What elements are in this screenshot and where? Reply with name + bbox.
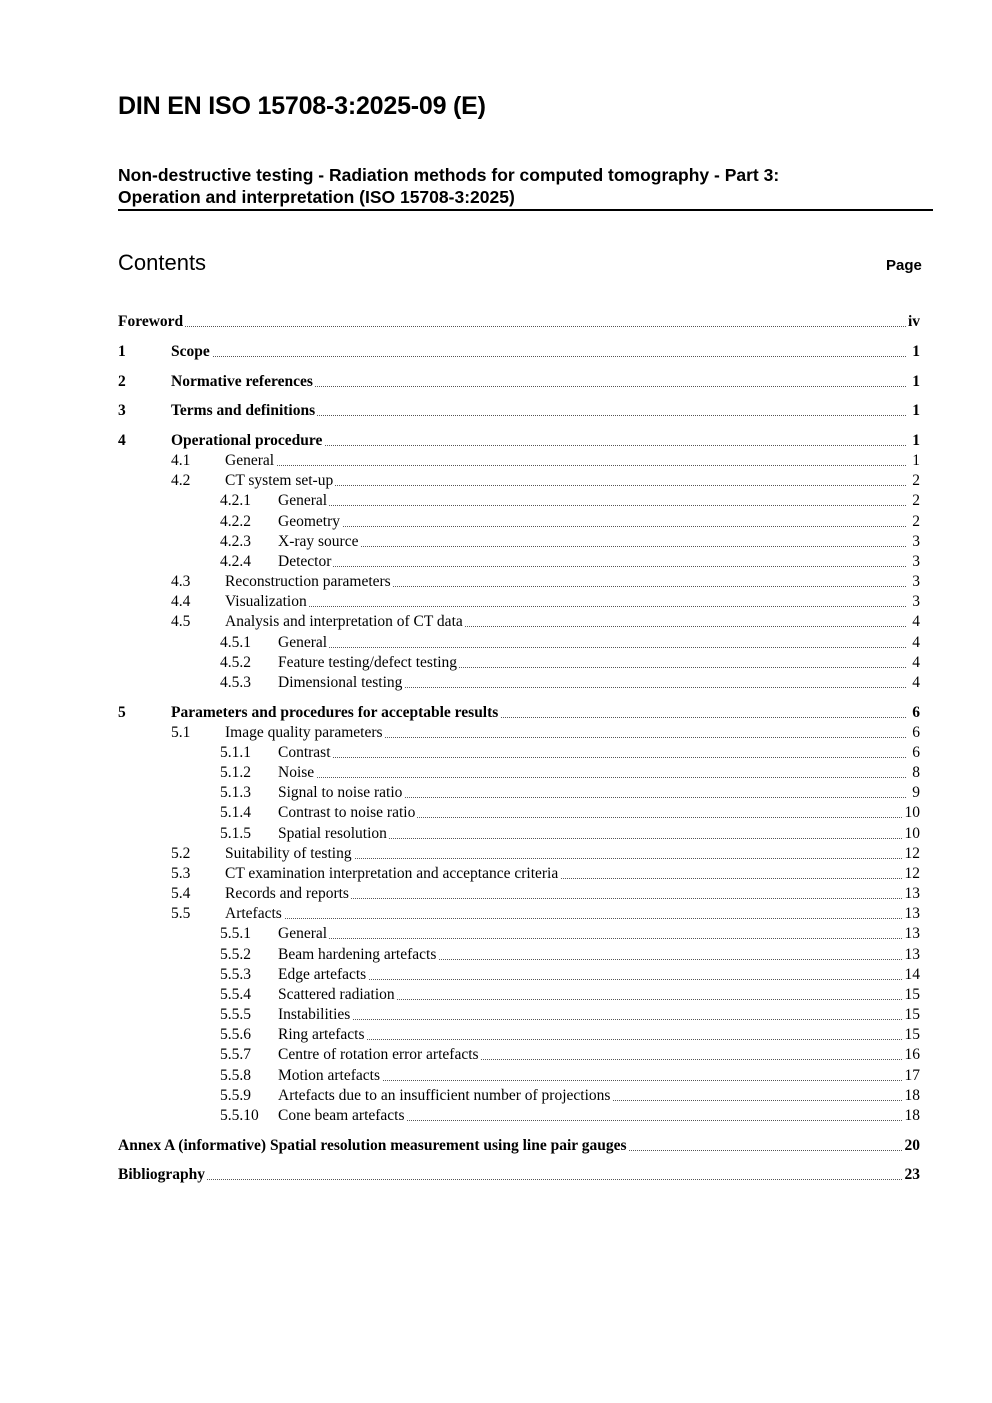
toc-entry-title: Analysis and interpretation of CT data	[225, 613, 463, 630]
toc-entry-title: Records and reports	[225, 885, 349, 902]
toc-entry[interactable]	[0, 313, 920, 333]
toc-entry-number: 4.5	[171, 613, 191, 630]
toc-entry-page: 13	[904, 925, 920, 942]
toc-entry-page: 3	[912, 573, 920, 590]
toc-entry-title: Parameters and procedures for acceptable results	[171, 704, 499, 721]
toc-entry-page: 2	[912, 472, 920, 489]
toc-entry[interactable]	[0, 1026, 920, 1046]
toc-entry-page: 12	[904, 845, 920, 862]
toc-entry[interactable]	[0, 634, 920, 654]
toc-entry[interactable]	[0, 1006, 920, 1026]
toc-entry[interactable]	[0, 905, 920, 925]
toc-entry-number: 4.3	[171, 573, 191, 590]
toc-entry-page: iv	[907, 313, 920, 330]
toc-entry-number: 3	[118, 402, 126, 419]
toc-entry-page: 6	[912, 724, 920, 741]
toc-entry[interactable]	[0, 674, 920, 694]
toc-entry[interactable]	[0, 704, 920, 724]
toc-dot-leader	[278, 1019, 906, 1020]
toc-entry-title: Feature testing/defect testing	[278, 654, 458, 671]
toc-entry-number: 4.5.2	[220, 654, 251, 671]
contents-heading: Contents	[118, 250, 207, 275]
toc-entry-number: 4.4	[171, 593, 191, 610]
toc-entry-page: 14	[904, 966, 920, 983]
toc-entry-page: 23	[904, 1166, 920, 1183]
toc-entry-page: 3	[912, 533, 920, 550]
toc-dot-leader	[278, 757, 906, 758]
toc-entry-number: 5.5.8	[220, 1067, 251, 1084]
toc-entry-title: Artefacts	[225, 905, 282, 922]
toc-entry-title: General	[278, 492, 328, 509]
toc-entry-number: 5.5.3	[220, 966, 251, 983]
toc-entry-number: 4.2.1	[220, 492, 251, 509]
toc-entry-page: 1	[912, 452, 920, 469]
toc-entry-number: 5.5.10	[220, 1107, 259, 1124]
toc-entry-page: 1	[912, 373, 920, 390]
toc-entry-title: Artefacts due to an insufficient number of projections	[278, 1087, 611, 1104]
toc-entry[interactable]	[0, 452, 920, 472]
toc-entry-number: 5.1.5	[220, 825, 251, 842]
toc-entry-title: Scattered radiation	[278, 986, 395, 1003]
toc-entry[interactable]	[0, 724, 920, 744]
toc-entry-number: 4.1	[171, 452, 191, 469]
toc-entry-title: CT examination interpretation and acceptance criteria	[225, 865, 559, 882]
toc-entry-page: 17	[904, 1067, 920, 1084]
toc-dot-leader	[278, 546, 906, 547]
toc-entry-title: Dimensional testing	[278, 674, 403, 691]
toc-entry-title: Edge artefacts	[278, 966, 367, 983]
toc-entry[interactable]	[0, 865, 920, 885]
toc-entry-number: 5.1.2	[220, 764, 251, 781]
toc-dot-leader	[278, 938, 906, 939]
toc-entry[interactable]	[0, 373, 920, 393]
toc-entry-page: 4	[912, 674, 920, 691]
toc-entry[interactable]	[0, 1107, 920, 1127]
toc-entry-page: 16	[904, 1046, 920, 1063]
toc-entry-number: 2	[118, 373, 126, 390]
toc-entry-title: Ring artefacts	[278, 1026, 365, 1043]
toc-dot-leader	[225, 465, 906, 466]
toc-dot-leader	[278, 526, 906, 527]
toc-entry-title: Suitability of testing	[225, 845, 352, 862]
toc-entry-page: 6	[912, 744, 920, 761]
toc-entry[interactable]	[0, 825, 920, 845]
toc-entry-page: 4	[912, 613, 920, 630]
toc-entry-page: 15	[904, 1006, 920, 1023]
toc-entry-page: 3	[912, 593, 920, 610]
toc-entry-title: Beam hardening artefacts	[278, 946, 437, 963]
toc-entry-number: 5.5.6	[220, 1026, 251, 1043]
toc-entry-title: Annex A (informative) Spatial resolution measurement using line pair gauges	[118, 1137, 627, 1154]
toc-entry[interactable]	[0, 1046, 920, 1066]
toc-entry-title: Centre of rotation error artefacts	[278, 1046, 479, 1063]
toc-entry[interactable]	[0, 1166, 920, 1186]
toc-entry-number: 5.4	[171, 885, 191, 902]
toc-entry[interactable]	[0, 472, 920, 492]
toc-entry[interactable]	[0, 432, 920, 452]
toc-entry[interactable]	[0, 925, 920, 945]
toc-entry-title: General	[278, 925, 328, 942]
toc-entry-page: 12	[904, 865, 920, 882]
toc-entry-page: 10	[904, 804, 920, 821]
toc-entry-page: 18	[904, 1087, 920, 1104]
toc-entry-page: 3	[912, 553, 920, 570]
toc-dot-leader	[118, 326, 906, 327]
toc-dot-leader	[278, 777, 906, 778]
toc-entry-number: 4.5.3	[220, 674, 251, 691]
toc-entry-number: 4.2.2	[220, 513, 251, 530]
toc-entry-number: 5.5.9	[220, 1087, 251, 1104]
toc-entry-title: Instabilities	[278, 1006, 351, 1023]
toc-entry-title: Image quality parameters	[225, 724, 383, 741]
toc-entry-title: Geometry	[278, 513, 340, 530]
page-column-heading: Page	[886, 257, 922, 274]
toc-entry-title: CT system set-up	[225, 472, 334, 489]
toc-entry-number: 5.1.1	[220, 744, 251, 761]
toc-entry-title: Reconstruction parameters	[225, 573, 391, 590]
toc-entry[interactable]	[0, 613, 920, 633]
toc-entry-number: 4.2.3	[220, 533, 251, 550]
document-title-line-1: Non-destructive testing - Radiation methods for computed tomography - Part 3:	[118, 165, 780, 185]
toc-entry-page: 20	[904, 1137, 920, 1154]
toc-entry[interactable]	[0, 966, 920, 986]
toc-entry[interactable]	[0, 1067, 920, 1087]
toc-entry[interactable]	[0, 513, 920, 533]
toc-entry-title: Signal to noise ratio	[278, 784, 403, 801]
toc-entry-page: 2	[912, 513, 920, 530]
toc-entry-page: 1	[912, 343, 920, 360]
toc-entry[interactable]	[0, 533, 920, 553]
toc-entry-page: 4	[912, 654, 920, 671]
toc-entry-title: Operational procedure	[171, 432, 323, 449]
toc-entry-number: 5.5.7	[220, 1046, 251, 1063]
toc-dot-leader	[278, 566, 906, 567]
toc-entry[interactable]	[0, 764, 920, 784]
toc-entry[interactable]	[0, 492, 920, 512]
toc-dot-leader	[171, 356, 906, 357]
toc-entry-page: 13	[904, 946, 920, 963]
toc-entry-number: 5.3	[171, 865, 191, 882]
toc-entry[interactable]	[0, 1137, 920, 1157]
toc-entry-title: Scope	[171, 343, 210, 360]
toc-entry-title: General	[225, 452, 275, 469]
toc-entry-number: 5	[118, 704, 126, 721]
toc-entry-page: 13	[904, 885, 920, 902]
toc-entry-page: 2	[912, 492, 920, 509]
toc-entry-title: General	[278, 634, 328, 651]
toc-entry-title: Spatial resolution	[278, 825, 387, 842]
toc-entry-number: 4.2.4	[220, 553, 251, 570]
toc-entry-number: 5.1.3	[220, 784, 251, 801]
toc-entry-title: Noise	[278, 764, 315, 781]
toc-entry-page: 1	[912, 432, 920, 449]
toc-entry-title: Visualization	[225, 593, 307, 610]
toc-entry-number: 5.1	[171, 724, 191, 741]
toc-dot-leader	[225, 918, 906, 919]
toc-dot-leader	[278, 505, 906, 506]
toc-entry-title: Cone beam artefacts	[278, 1107, 405, 1124]
toc-entry[interactable]	[0, 1087, 920, 1107]
toc-entry-number: 1	[118, 343, 126, 360]
toc-entry-number: 5.5.5	[220, 1006, 251, 1023]
toc-entry-page: 9	[912, 784, 920, 801]
toc-entry-page: 18	[904, 1107, 920, 1124]
toc-entry-number: 5.5.4	[220, 986, 251, 1003]
toc-entry[interactable]	[0, 593, 920, 613]
toc-dot-leader	[278, 1039, 906, 1040]
toc-entry-page: 1	[912, 402, 920, 419]
toc-entry-page: 15	[904, 1026, 920, 1043]
toc-dot-leader	[118, 1179, 906, 1180]
toc-entry[interactable]	[0, 986, 920, 1006]
toc-entry-page: 8	[912, 764, 920, 781]
toc-entry[interactable]	[0, 744, 920, 764]
document-title-line-2: Operation and interpretation (ISO 15708-3:2025)	[118, 187, 515, 207]
toc-entry[interactable]	[0, 946, 920, 966]
toc-entry-title: Motion artefacts	[278, 1067, 381, 1084]
toc-dot-leader	[225, 606, 906, 607]
toc-entry-title: Terms and definitions	[171, 402, 316, 419]
toc-entry[interactable]	[0, 553, 920, 573]
toc-dot-leader	[278, 647, 906, 648]
toc-entry-page: 6	[912, 704, 920, 721]
toc-entry-page: 10	[904, 825, 920, 842]
toc-entry-title: Bibliography	[118, 1166, 205, 1183]
toc-entry[interactable]	[0, 784, 920, 804]
toc-entry-title: Detector	[278, 553, 332, 570]
toc-entry[interactable]	[0, 573, 920, 593]
toc-entry-title: Contrast to noise ratio	[278, 804, 416, 821]
toc-entry-number: 4	[118, 432, 126, 449]
toc-entry[interactable]	[0, 343, 920, 363]
toc-entry-number: 4.5.1	[220, 634, 251, 651]
toc-entry[interactable]	[0, 804, 920, 824]
toc-entry-page: 15	[904, 986, 920, 1003]
toc-entry-number: 5.5	[171, 905, 191, 922]
toc-entry-title: Normative references	[171, 373, 313, 390]
toc-entry-number: 5.1.4	[220, 804, 251, 821]
toc-entry-title: Contrast	[278, 744, 331, 761]
toc-entry[interactable]	[0, 885, 920, 905]
toc-entry-title: X-ray source	[278, 533, 359, 550]
toc-entry-number: 5.5.2	[220, 946, 251, 963]
toc-entry[interactable]	[0, 845, 920, 865]
document-id: DIN EN ISO 15708-3:2025-09 (E)	[118, 92, 486, 120]
toc-entry-page: 4	[912, 634, 920, 651]
toc-entry-title: Foreword	[118, 313, 184, 330]
toc-entry-number: 4.2	[171, 472, 191, 489]
toc-entry-number: 5.2	[171, 845, 191, 862]
toc-entry[interactable]	[0, 402, 920, 422]
toc-entry-page: 13	[904, 905, 920, 922]
toc-entry[interactable]	[0, 654, 920, 674]
toc-entry-number: 5.5.1	[220, 925, 251, 942]
toc-dot-leader	[278, 979, 906, 980]
